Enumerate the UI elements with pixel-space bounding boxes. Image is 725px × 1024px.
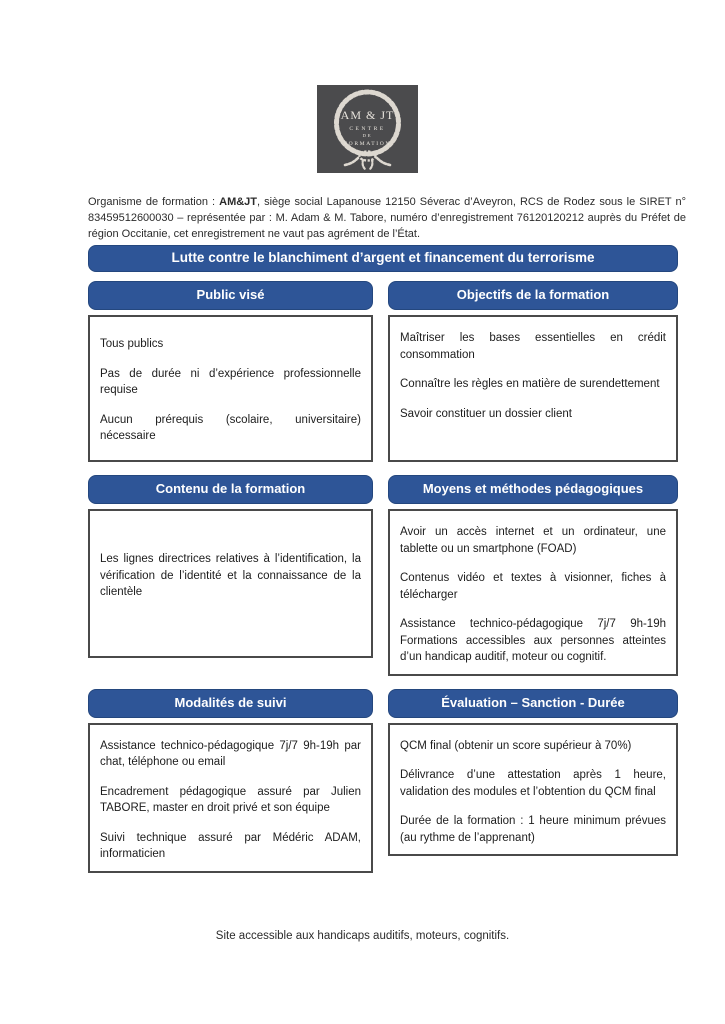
section-evaluation <box>388 689 678 873</box>
paragraph: Tous publics <box>100 338 164 350</box>
section-modalites <box>88 689 373 873</box>
section-header-evaluation: Évaluation – Sanction - Durée <box>388 689 678 718</box>
section-header-modalites: Modalités de suivi <box>88 689 373 718</box>
paragraph: Durée de la formation : 1 heure minimum prévues (au rythme de l’apprenant) <box>400 815 666 844</box>
section-row-2 <box>88 475 678 676</box>
paragraph: Savoir constituer un dossier client <box>400 407 572 420</box>
organization-intro-paragraph <box>88 195 686 242</box>
section-contenu <box>88 475 373 676</box>
logo-monogram: AM & JT <box>340 108 395 122</box>
section-box-modalites <box>88 723 373 873</box>
intro-prefix: Organisme de formation : <box>88 196 220 208</box>
paragraph: Les lignes directrices relatives à l’identification, la vérification de l’identité et la connaissance de la clientèle <box>100 553 361 598</box>
content-area <box>88 245 678 873</box>
section-box-moyens <box>388 509 678 676</box>
section-header-contenu: Contenu de la formation <box>88 475 373 504</box>
paragraph: Encadrement pédagogique assuré par Julien TABORE, master en droit privé et son équipe <box>100 785 361 814</box>
rope-circle-emblem-icon <box>317 85 418 173</box>
intro-rest: , siège social Lapanouse 12150 Séverac d’Aveyron, RCS de Rodez sous le SIRET n° 83459512600030 – représentée par : M. Adam & M. Tabore, numéro d’enregistrement 76120120212 auprès du Préfet de région Occitanie, cet enregistrement ne vaut pas agrément de l’État. <box>88 196 686 240</box>
paragraph: Avoir un accès internet et un ordinateur, une tablette ou un smartphone (FOAD) <box>400 526 666 555</box>
paragraph: Délivrance d’une attestation après 1 heure, validation des modules et l’obtention du QCM final <box>400 769 666 798</box>
section-public-vise <box>88 281 373 462</box>
section-moyens <box>388 475 678 676</box>
section-box-public-vise <box>88 315 373 462</box>
logo-subtitle-line3: FORMATION <box>343 141 392 147</box>
logo-subtitle-line1: CENTRE <box>349 126 386 132</box>
section-header-moyens: Moyens et méthodes pédagogiques <box>388 475 678 504</box>
paragraph: Pas de durée ni d’expérience professionnelle requise <box>100 367 361 396</box>
paragraph: Assistance technico-pédagogique 7j/7 9h-19h Formations accessibles aux personnes atteintes d’un handicap auditif, moteur ou cognitif. <box>400 618 666 663</box>
paragraph: Contenus vidéo et textes à visionner, fiches à télécharger <box>400 572 666 601</box>
section-row-3 <box>88 689 678 873</box>
section-header-objectifs: Objectifs de la formation <box>388 281 678 310</box>
paragraph: Connaître les règles en matière de surendettement <box>400 378 660 390</box>
accessibility-footer-note: Site accessible aux handicaps auditifs, moteurs, cognitifs. <box>215 930 510 942</box>
paragraph: Assistance technico-pédagogique 7j/7 9h-19h par chat, téléphone ou email <box>100 739 361 768</box>
section-box-objectifs <box>388 315 678 462</box>
logo-subtitle-line2: DE <box>362 133 373 138</box>
section-header-public-vise: Public visé <box>88 281 373 310</box>
paragraph: Aucun prérequis (scolaire, universitaire) nécessaire <box>100 413 361 442</box>
training-center-logo <box>317 85 418 173</box>
main-title-bar: Lutte contre le blanchiment d’argent et financement du terrorisme <box>88 245 678 272</box>
section-objectifs <box>388 281 678 462</box>
section-box-evaluation <box>388 723 678 857</box>
organization-name: AM&JT <box>219 196 258 208</box>
section-box-contenu <box>88 509 373 658</box>
paragraph: Maîtriser les bases essentielles en crédit consommation <box>400 332 666 361</box>
paragraph: QCM final (obtenir un score supérieur à 70%) <box>400 739 632 752</box>
section-row-1 <box>88 281 678 462</box>
paragraph: Suivi technique assuré par Médéric ADAM, informaticien <box>100 831 361 860</box>
